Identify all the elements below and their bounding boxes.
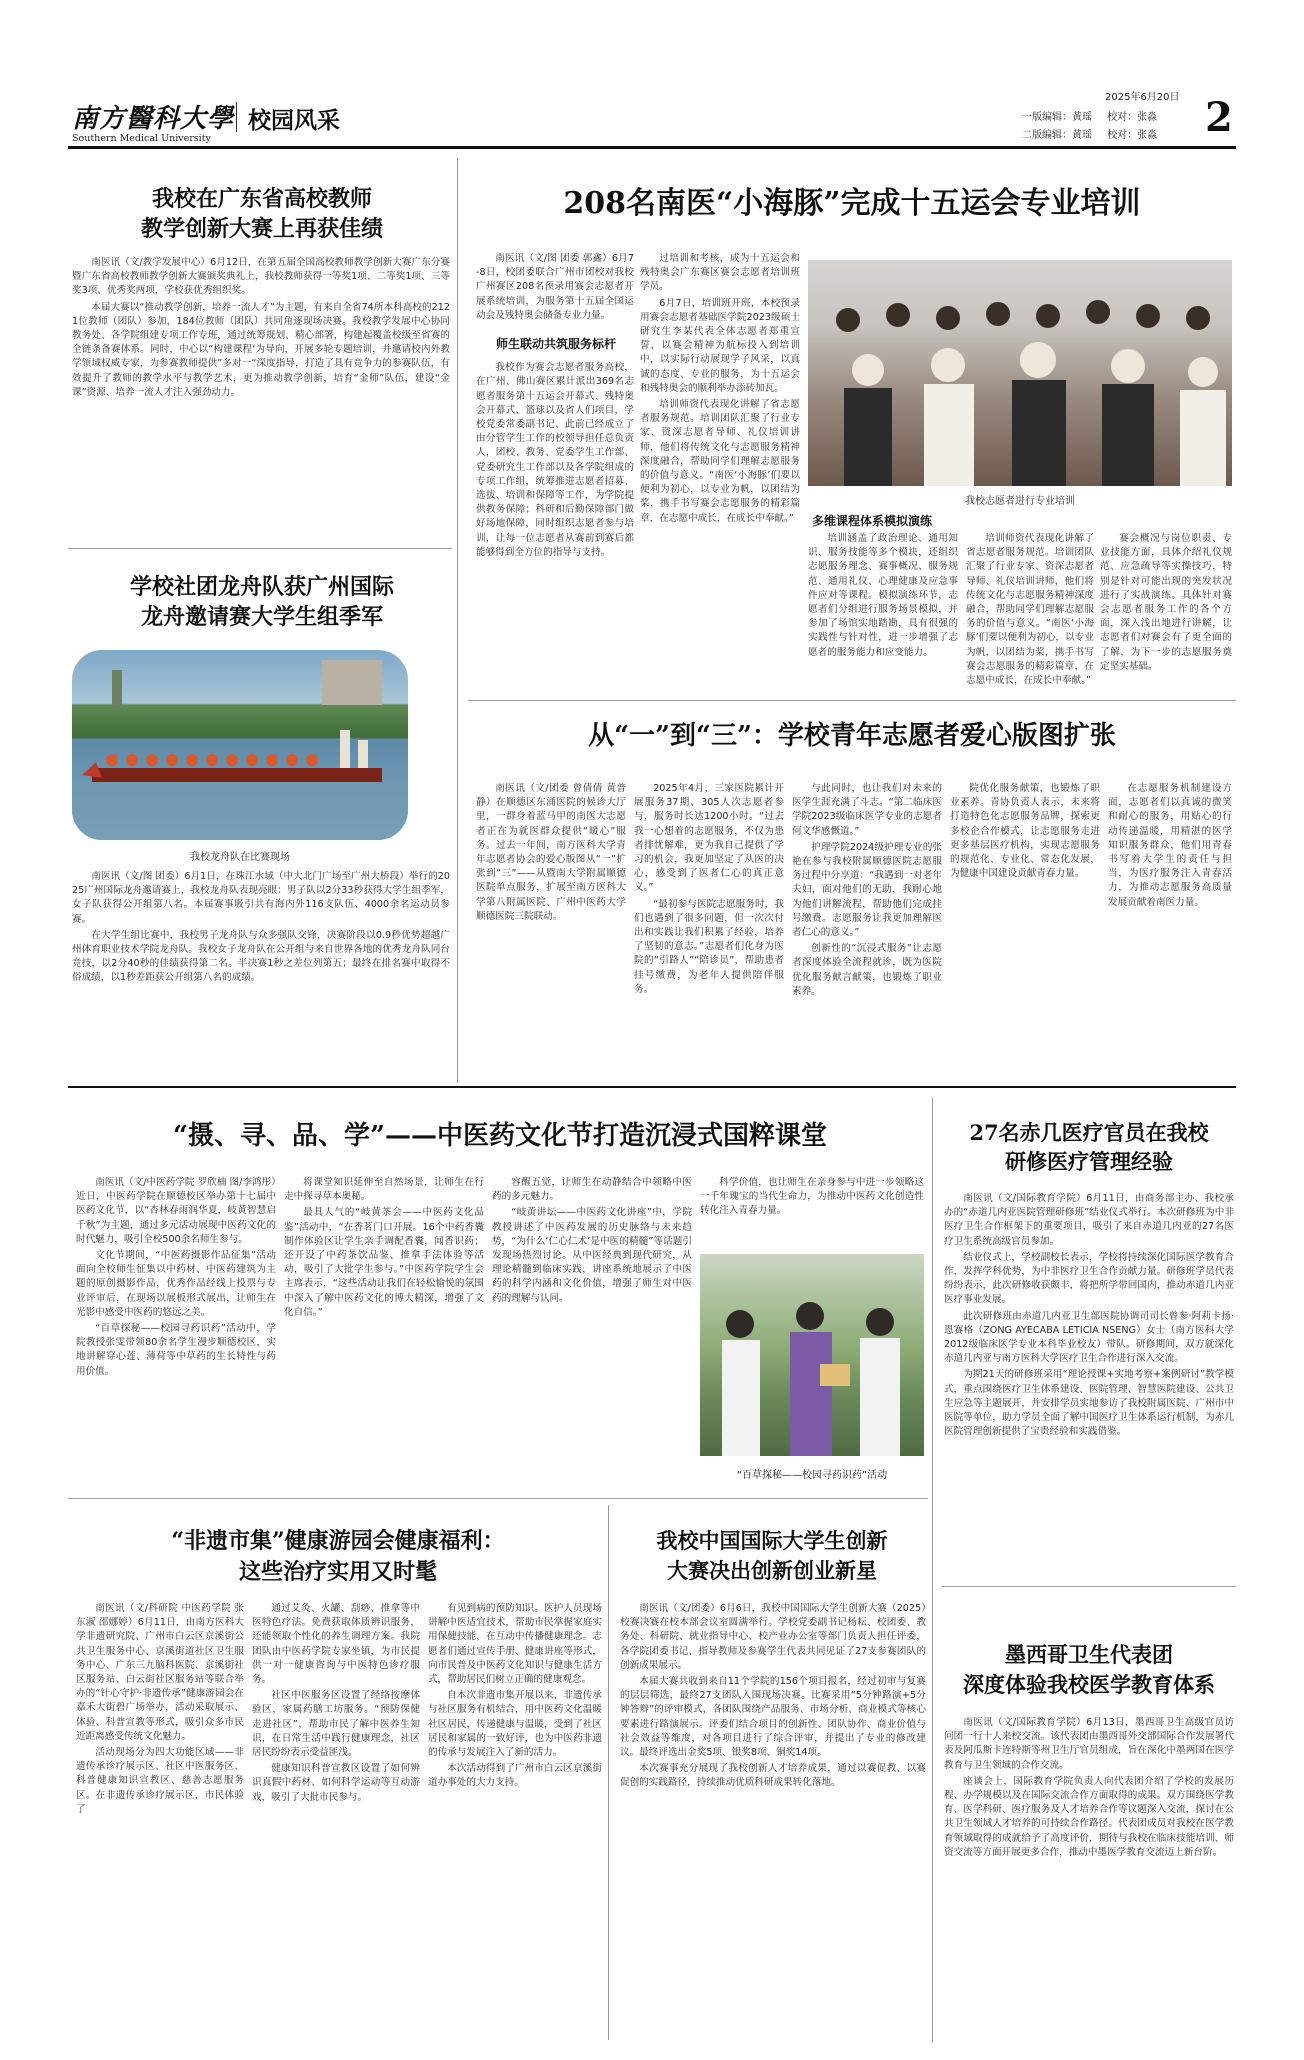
a3-col3-paragraph: 培训涵盖了政治理论、通用知识、服务技能等多个模块，还组织志愿服务理念、赛事概况、服务规范、通用礼仪、心理健康及应急事件应对等课程。模拟演练环节，志愿者们分组进行服务场景模拟，并参加了场馆实地踏勘，具有很强的实践性与针对性，进一步增强了志愿者的服务能力和应变能力。 [808, 533, 958, 658]
a2-headline-line2: 龙舟邀请赛大学生组季军 [140, 604, 383, 630]
a8-headline-line2: 大赛决出创新创业新星 [667, 1558, 877, 1583]
a9-paragraph-1: 南医讯（文/国际教育学院）6月13日，墨西哥卫生高级官员访问团一行十人来校交流。该代表团由墨西哥外交部国际合作发展署代表及阿瓜斯卡连特斯等州卫生厅官员组成，旨在深化中墨两国在医学教育与卫生领域的合作交流。 [944, 1717, 1234, 1771]
a5-headline: “摄、寻、品、学”——中医药文化节打造沉浸式国粹课堂 [173, 1121, 827, 1151]
a5-col2-paragraph-2: 最具人气的“岐黄茶会——中医药文化品鉴”活动中，“在香茗门口开展。16个中药香囊制作体验区让学生亲手调配香囊，闻香识药；还开设了中药茶饮品鉴、推拿手法体验等活动，吸引了大批学生参与。”中医药学院学生会主席表示，“这些活动让我们在轻松愉悦的氛围中深入了解中医药文化的博大精深，增强了文化自信。” [284, 1207, 484, 1318]
a7-headline [72, 1526, 604, 1588]
editor-2: 二版编辑：黄瑶 [1022, 130, 1092, 141]
a5-col4-paragraph: 科学价值，也让师生在亲身参与中进一步领略这一千年瑰宝的当代生命力，为推动中医药文化创造性转化注入青春力量。 [700, 1177, 924, 1217]
a5-col1-paragraph-2: 文化节期间，“中医药摄影作品征集”活动面向全校师生征集以中药材、中医药建筑为主题的原创摄影作品，优秀作品经线上投票与专业评审后，在现场以展板形式展出，让师生在光影中感受中医药的悠远之美。 [76, 1250, 276, 1318]
divider-middle-section [68, 1086, 1236, 1088]
volunteer-training-photo [808, 260, 1232, 486]
volunteer-training-illustration [808, 260, 1232, 486]
a5-col3-paragraph-1: 容醒五觉，让师生在动静结合中领略中医药的多元魅力。 [492, 1177, 692, 1203]
a3-col4-paragraph: 培训师资代表现化讲解了省志愿者服务规范。培训团队汇聚了行业专家、资深志愿者导师、礼仪培训讲师，他们将传统文化与志愿服务精神深度融合，帮助同学们理解志愿服务的价值与意义。“南医‘小海豚’们要以便利为初心，以专业为帆，以团结为桨，携手书写赛会志愿服务的精彩篇章，在志愿中成长，在成长中奉献。” [966, 533, 1094, 687]
a6-headline [942, 1118, 1236, 1176]
a1-headline-line2: 教学创新大赛上再获佳绩 [140, 216, 383, 242]
a2-paragraph-1: 南医讯（文/图 团委）6月1日，在珠江水域（中大北门广场至广州大桥段）举行的2025广州国际龙舟邀请赛上，我校龙舟队表现亮眼：男子队以2分33秒获得大学生组季军，女子队获得公开组第八名。本届赛事吸引共有海内外116支队伍、4000余名运动员参赛。 [72, 871, 450, 925]
a1-headline [72, 184, 452, 244]
divider-a5-bottom [68, 1498, 928, 1499]
a3-col5-paragraph: 赛会概况与岗位职责、专业技能方面，具体介绍礼仪规范、应急疏导等实操技巧，特别是针对可能出现的突发状况进行了实战演练。具体针对赛会志愿者服务工作的各个方面，深入浅出地进行讲解，让志愿者们对赛会有了更全面的了解，为下一步的志愿服务奠定坚实基础。 [1100, 533, 1232, 672]
a7-col-1 [76, 1602, 244, 2038]
a3-headline: 208名南医“小海豚”完成十五运会专业培训 [563, 186, 1141, 221]
a4-col1-paragraph: 南医讯（文/团委 曾倩倩 黄普静）在顺德区东涌医院的候诊大厅里，一群身着蓝马甲的南医大志愿者正在为就医群众提供“暖心”服务。过去一年间，南方医科大学青年志愿者协会的爱心版图从“一”扩张到“三”——从暨南大学附属顺德医院单点服务，扩展至南方医科大学第八附属医院、广州中医药大学顺德医院三院联动。 [476, 783, 626, 922]
issue-date: 2025年6月20日 [1105, 92, 1180, 103]
a4-col-4 [950, 782, 1100, 1078]
a7-col-3 [428, 1602, 602, 2038]
a5-col-3 [492, 1176, 692, 1494]
a4-col3-paragraph-3: 创新性的“沉浸式服务”让志愿者深度体验全流程就诊，既为医院优化服务献言献策，也锻炼了职业素养。 [792, 943, 942, 997]
proof-1: 校对：张淼 [1107, 112, 1158, 123]
page-number: 2 [1205, 94, 1233, 141]
editor-line-2 [1022, 126, 1157, 141]
a5-col-1 [76, 1176, 276, 1494]
logo-english: Southern Medical University [72, 133, 211, 144]
a5-col1-paragraph-3: “百草探秘——校园寻药识药”活动中，学院教授张雯带领80余名学生漫步顺德校区，实地讲解穿心莲、薄荷等中草药的生长特性与药用价值。 [76, 1323, 276, 1377]
a2-photo-caption: 我校龙舟队在比赛现场 [190, 852, 290, 863]
a3-subhead-1: 师生联动共筑服务标杆 [496, 337, 617, 352]
a7-col3-paragraph-2: 自本次非遗市集开展以来，非遗传承与社区服务有机结合，用中医药文化温暖社区居民，传递健康与温暖，受到了社区居民和家属的一致好评，也为中医药非遗的传承与发展注入了新的活力。 [428, 1690, 602, 1759]
a3-col-4 [966, 532, 1094, 692]
divider-a6-a9 [942, 1586, 1236, 1587]
a4-col-1 [476, 782, 626, 1078]
a3-col1-paragraph-1: 南医讯（文/图 团委 郭鑫）6月7-8日，校团委联合广州市团校对我校广州赛区208名预录用赛会志愿者开展系统培训，为服务第十五届全国运动会及残特奥会储备专业力量。 [476, 253, 634, 321]
a3-photo-caption: 我校志愿者进行专业培训 [965, 496, 1075, 507]
masthead-logo [72, 98, 252, 144]
a2-headline [72, 572, 452, 632]
a3-col2-paragraph-3: 培训师资代表现化讲解了省志愿者服务规范。培训团队汇聚了行业专家、资深志愿者导师、礼仪培训讲师，他们将传统文化与志愿服务精神深度融合，帮助同学们理解志愿服务的价值与意义。“南医‘小海豚’们要以便利为初心，以专业为帆，以团结为桨，携手书写赛会志愿服务的精彩篇章，在志愿中成长，在成长中奉献。” [640, 399, 800, 524]
a7-headline-line2: 这些治疗实用又时髦 [238, 1559, 437, 1585]
a7-col3-paragraph-1: 有见到病的预防知识。医护人员现场讲解中医适宜技术，帮助市民掌握家庭实用保健技能，在互动中传播健康理念。志愿者们通过宣传手册、健康讲座等形式，向市民普及中医药文化知识与健康生活方式，帮助居民们树立正确的健康观念。 [428, 1603, 602, 1686]
editor-1: 一版编辑：黄瑶 [1022, 112, 1092, 123]
a7-col1-paragraph-1: 南医讯（文/科研院 中医药学院 张东淑 邵娜婷）6月11日，由南方医科大学非遗研究院、广州市白云区京溪街公共卫生服务中心、京溪街道社区卫生服务中心、广东三九脑科医院、京溪街社区服务站、白云街社区服务站等联合举办的“针心守护·非遗传承”健康游园会在嘉禾大街碧广场举办，活动采取展示、体验、科普宣教等形式，吸引众多市民近距离感受传统文化魅力。 [76, 1603, 244, 1742]
divider-top-left [457, 158, 458, 1083]
a8-headline [616, 1526, 928, 1586]
a8-body [620, 1602, 926, 2038]
a3-col-2 [640, 252, 800, 692]
a4-col3-paragraph-1: 与此同时，也让我们对未来的医学生涯充满了斗志。“第二临床医学院2023级临床医学专业的志愿者何文华感慨道。” [792, 783, 942, 837]
a6-headline-line1: 27名赤几医疗官员在我校 [969, 1120, 1209, 1145]
a3-col-5 [1100, 532, 1232, 692]
a3-col2-paragraph-1: 过培训和考核，成为十五运会和残特奥会广东赛区赛会志愿者培训班学员。 [640, 253, 800, 293]
divider-a1-a2 [68, 548, 452, 549]
a6-body [944, 1192, 1234, 1580]
a7-col1-paragraph-2: 活动现场分为四大功能区域——非遗传承诊疗展示区、社区中医服务区、科普健康知识宣教区、慈善志愿服务区。在非遗传承诊疗展示区，市民体验了 [76, 1747, 244, 1815]
herb-activity-illustration [700, 1254, 924, 1456]
a6-headline-line2: 研修医疗管理经验 [1005, 1149, 1173, 1174]
a9-headline [942, 1640, 1236, 1700]
a1-paragraph-1: 南医讯（文/教学发展中心）6月12日，在第五届全国高校教师教学创新大赛广东分赛暨广东省高校教师教学创新大赛颁奖典礼上，我校教师获得一等奖1项、二等奖1项、三等奖3项、优秀奖两项，学校获优秀组织奖。 [72, 257, 450, 297]
dragon-boat-illustration [72, 650, 408, 840]
a6-paragraph-2: 结业仪式上，学校副校长表示，学校将持续深化国际医学教育合作，发挥学科优势，为中非医疗卫生合作贡献力量。研修班学员代表纷纷表示，此次研修收获颇丰，将把所学带回国内，推动赤道几内亚医疗事业发展。 [944, 1251, 1234, 1306]
divider-right-column [932, 1098, 933, 2043]
a3-col1-paragraph-2: 我校作为赛会志愿者服务高校，在广州、佛山赛区累计派出369名志愿者服务第十五运会开幕式、残特奥会开幕式、篮球以及省人们项目，学校党委常委副书记、此前已经成立了由分管学生工作的校领导担任总负责人，团校、教务、党委学生工作部、党委研究生工作部以及各学院组成的专项工作组，统筹推进志愿者招募、选拔、培训和保障等工作，为学院提供教务保障；科研和后勤保障部门做好场地保障，同时组织志愿者参与培训，让每一位志愿者从赛前到赛后都能够得到全方位的指导与支持。 [476, 362, 634, 558]
proof-2: 校对：张淼 [1107, 130, 1158, 141]
a1-body [72, 256, 450, 542]
logo-chinese: 南方醫科大學 [72, 104, 235, 134]
a7-col3-paragraph-3: 本次活动得到了广州市白云区京溪街道办事处的大力支持。 [428, 1763, 602, 1789]
a6-paragraph-3: 此次研修班由赤道几内亚卫生部医院协调司司长曾参·阿莉卡扬·恩赛格（ZONG AYECABA LETICIA NSENG）女士（南方医科大学2012级临床医学专业本科毕业校友）带队。研修期间，双方就深化赤道几内亚与南方医科大学医疗卫生合作进行深入交流。 [944, 1310, 1234, 1365]
a4-col4-paragraph-1: 院优化服务献策，也锻炼了职业素养。青协负责人表示，未来将打造特色化志愿服务品牌，探索更多校企合作模式，让志愿服务走进更多基层医疗机构，实现志愿服务的规范化、专业化、常态化发展，为健康中国建设贡献青春力量。 [950, 783, 1100, 880]
logo-divider [236, 102, 237, 132]
a7-col2-paragraph-2: 社区中医服务区设置了经络按摩体验区，家属药膳工坊服务。“预防保健走进社区”，帮助市民了解中医养生知识，在日常生活中践行健康理念，社区居民纷纷表示受益匪浅。 [252, 1690, 420, 1759]
a8-headline-line1: 我校中国国际大学生创新 [656, 1528, 888, 1553]
a3-col-3 [808, 532, 958, 692]
section-title: 校园风采 [248, 107, 340, 134]
a9-body [944, 1716, 1234, 2038]
divider-a3-a4 [468, 700, 1236, 701]
a2-paragraph-2: 在大学生组比赛中，我校男子龙舟队与众多强队交锋，决赛阶段以0.9秒优势超越广州体育职业技术学院龙舟队。我校女子龙舟队在公开组与来自世界各地的优秀龙舟队同台竞技，以2分40秒的佳绩获得第二名。半决赛1秒之差位列第五；最终在排名赛中取得不俗成绩，以1秒差距获公开组第八名的成绩。 [72, 929, 450, 984]
a1-headline-line1: 我校在广东省高校教师 [151, 186, 372, 212]
a3-col2-paragraph-2: 6月7日，培训班开班，本校预录用赛会志愿者基础医学院2023级硕士研究生李某代表全体志愿者郑重宣誓，以赛会精神为航标投入到培训中，以实际行动展现学子风采，以真诚的态度、专业的服务，为十五运会和残特奥会的顺利举办添砖加瓦。 [640, 297, 800, 394]
masthead-rule [68, 146, 1236, 149]
a9-paragraph-2: 座谈会上，国际教育学院负责人向代表团介绍了学校的发展历程、办学规模以及在国际交流合作方面取得的成果。双方围绕医学教育、医学科研、医疗服务及人才培养合作等议题深入交流，探讨在公共卫生领域人才培养的可持续合作路径。代表团成员对我校在医学教育领域取得的成就给予了高度评价，期待与我校在临床技能培训、师资交流等方面开展更多合作，推动中墨医学教育交流迈上新台阶。 [944, 1775, 1234, 1858]
a2-body [72, 870, 450, 1080]
a5-photo-caption: “百草探秘——校园寻药识药”活动 [736, 1470, 888, 1481]
a4-col-5 [1108, 782, 1232, 1078]
a7-col-2 [252, 1602, 420, 2038]
dragon-boat-photo [72, 650, 408, 840]
herb-activity-photo [700, 1254, 924, 1456]
a8-paragraph-3: 本次赛事充分展现了我校创新人才培养成果，通过以赛促教、以赛促创的实践路径，持续推动优质科研成果转化落地。 [620, 1763, 926, 1789]
a4-col2-paragraph-1: 2025年4月，三家医院累计开展服务37期、305人次志愿者参与，服务时长达1200小时。“过去我一心想着的志愿服务，不仅为患者排忧解难，更为我自己提供了学习的机会，我更加坚定了从医的决心，感受到了医者仁心的真正意义。” [634, 783, 784, 894]
a5-col-2 [284, 1176, 484, 1494]
a7-col2-paragraph-3: 健康知识科普宣教区设置了如何辨识真假中药材、如何科学运动等互动游戏，吸引了大批市民参与。 [252, 1763, 420, 1803]
a7-headline-line1: “非遗市集”健康游园会健康福利： [171, 1528, 505, 1554]
a5-col2-paragraph-1: 将课堂知识延伸至自然场景，让师生在行走中探寻草本奥秘。 [284, 1177, 484, 1203]
a4-col2-paragraph-2: “最初参与医院志愿服务时，我们也遇到了很多问题，但一次次付出和实践让我们积累了经验，培养了坚韧的意志。”志愿者们化身为医院的“引路人”“陪诊员”，帮助患者挂号缴费，为老年人提供陪伴服务。 [634, 898, 784, 995]
a6-paragraph-4: 为期21天的研修班采用“理论授课+实地考察+案例研讨”教学模式，重点围绕医疗卫生体系建设、医院管理、智慧医院建设、公共卫生应急等主题展开，并安排学员实地参访了我校附属医院、广州市中医院等单位，助力学员全面了解中国医疗卫生体系运行机制，为赤几医院管理创新提供了宝贵经验和实践借鉴。 [944, 1369, 1234, 1438]
a2-headline-line1: 学校社团龙舟队获广州国际 [129, 574, 394, 600]
a7-col2-paragraph-1: 通过艾灸、火罐、刮痧、推拿等中医特色疗法。免费获取体质辨识服务，还能领取个性化的养生调理方案。我院团队由中医药学院专家坐镇，为市民提供一对一健康咨询与中医特色诊疗服务。 [252, 1603, 420, 1686]
a1-paragraph-2: 本届大赛以“推动教学创新，培养一流人才”为主题，有来自全省74所本科高校的2121位教师（团队）参加，184位教师（团队）共同角逐现场决赛。我校教学发展中心协同教务处、各学院组建专项工作专班，通过统筹规划、精心部署，构建起覆盖校级至省赛的全链条备赛体系。同时，中心以“构建课程‘为导向，开展多轮专题培训，并邀请校内外教学领域权威专家，为参赛教师提供”多对一“深度指导，打造了具有竞争力的参赛队伍，有效提升了教师的教学水平与教学艺术，更为推动教学创新，培育“金师”队伍，建设“金课”资源、培养一流人才注入强劲动力。 [72, 301, 450, 398]
a3-col-1 [476, 252, 634, 692]
a4-col-2 [634, 782, 784, 1078]
a4-headline: 从“一”到“三”：学校青年志愿者爱心版图扩张 [588, 721, 1116, 751]
a4-col-3 [792, 782, 942, 1078]
a5-col1-paragraph-1: 南医讯（文/中医药学院 罗欣楠 图/李鸿彤）近日，中医药学院在顺德校区举办第十七届中医药文化节，以“杏林春雨润华夏，岐黄智慧启千秋”为主题，通过多元活动展现中医药文化的时代魅力，吸引全校500余名师生参与。 [76, 1177, 276, 1245]
a4-col5-paragraph-1: 在志愿服务机制建设方面，志愿者们以真诚的微笑和耐心的服务，用贴心的行动传递温暖，用精湛的医学知识服务群众，他们用青春书写着大学生的责任与担当，为医疗服务注入青春活力，为推动志愿服务高质量发展贡献着南医力量。 [1108, 783, 1232, 908]
a3-subhead-2: 多维课程体系模拟演练 [812, 514, 933, 528]
a9-headline-line2: 深度体验我校医学教育体系 [963, 1672, 1215, 1697]
a9-headline-line1: 墨西哥卫生代表团 [1005, 1642, 1173, 1667]
a6-paragraph-1: 南医讯（文/国际教育学院）6月11日，由商务部主办、我校承办的“赤道几内亚医院管理研修班”结业仪式举行。本次研修班为中非医疗卫生合作框架下的重要项目，吸引了来自赤道几内亚的27名医疗卫生系统高级官员参加。 [944, 1193, 1234, 1247]
a5-col-4 [700, 1176, 924, 1246]
editor-line-1 [1022, 108, 1157, 123]
a4-col3-paragraph-2: 护理学院2024级护理专业的张艳在参与我校附属顺德医院志愿服务过程中分享道：“我遇到一对老年夫妇，面对他们的无助，我耐心地为他们讲解流程，帮助他们完成挂号缴费。志愿服务让我更加理解医者仁心的意义。” [792, 841, 942, 939]
a5-col3-paragraph-2: “岐黄讲坛——中医药文化讲座”中，学院教授讲述了中医药发展的历史脉络与未来趋势，“为什么‘仁心仁术’是中医的精髓”等话题引发现场热烈讨论。从中医经典到现代研究，从理论精髓到临床实践，讲座系统地展示了中医药的科学内涵和文化价值，增强了师生对中医药的理解与认同。 [492, 1207, 692, 1304]
a8-paragraph-2: 本届大赛共收到来自11个学院的156个项目报名，经过初审与复赛的层层筛选，最终27支团队入围现场决赛。比赛采用“5分钟路演+5分钟答辩”的评审模式，各团队围绕产品服务、市场分析、商业模式等核心要素进行路演展示。评委们结合项目的创新性、团队协作、商业价值与社会效益等维度，对各项目进行了综合评审，并提出了专业的修改建议。最终评选出金奖5项、银奖8项、铜奖14项。 [620, 1676, 926, 1759]
a8-paragraph-1: 南医讯（文/团委）6月6日，我校中国国际大学生创新大赛（2025）校赛决赛在校本部会议室圆满举行。学校党委副书记杨耘、校团委、教务处、科研院、就业指导中心、校产业办公室等部门负责人担任评委，各学院团委书记、指导教师及参赛学生代表共同见证了27支参赛团队的创新成果展示。 [620, 1603, 926, 1671]
divider-a7-a8 [608, 1505, 609, 2040]
